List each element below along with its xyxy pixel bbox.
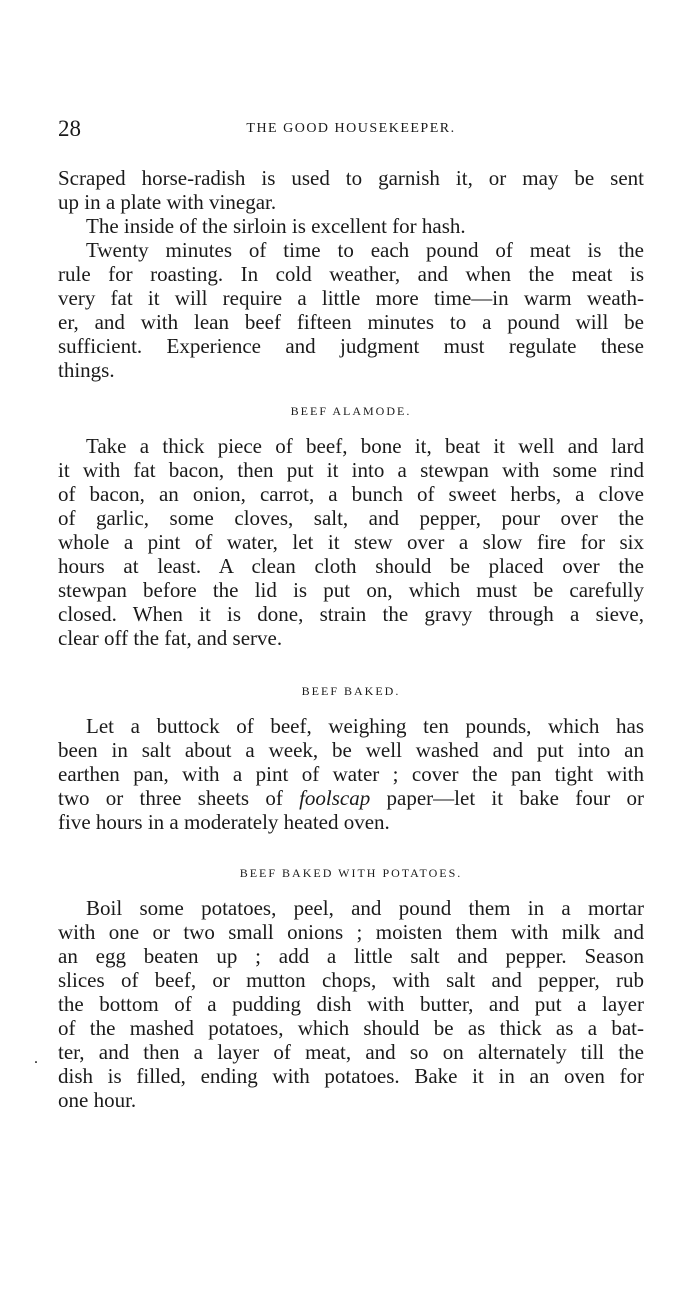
text-line: the bottom of a pudding dish with butter, and put a layer	[58, 992, 644, 1016]
text-line: whole a pint of water, let it stew over a slow fire for six	[58, 530, 644, 554]
text-line: very fat it will require a little more time—in warm weath-	[58, 286, 644, 310]
text-line: Boil some potatoes, peel, and pound them in a mortar	[86, 896, 644, 920]
text-line: an egg beaten up ; add a little salt and pepper. Season	[58, 944, 644, 968]
text-line: clear off the fat, and serve.	[58, 626, 283, 650]
text-line: one hour.	[58, 1088, 137, 1112]
text-line: Twenty minutes of time to each pound of meat is the	[86, 238, 644, 262]
text-line: of bacon, an onion, carrot, a bunch of sweet herbs, a clove	[58, 482, 644, 506]
text-line: it with fat bacon, then put it into a stewpan with some rind	[58, 458, 644, 482]
text-line: been in salt about a week, be well washed and put into an	[58, 738, 644, 762]
text-line: Let a buttock of beef, weighing ten pounds, which has	[86, 714, 644, 738]
text-line: hours at least. A clean cloth should be placed over the	[58, 554, 644, 578]
text-line: Take a thick piece of beef, bone it, beat it well and lard	[86, 434, 644, 458]
stray-mark: .	[34, 1050, 38, 1067]
text-span: two or three sheets of	[58, 786, 300, 810]
text-line: things.	[58, 358, 115, 382]
text-line: Scraped horse-radish is used to garnish it, or may be sent	[58, 166, 644, 190]
text-line: of the mashed potatoes, which should be as thick as a bat-	[58, 1016, 644, 1040]
text-line: of garlic, some cloves, salt, and pepper, pour over the	[58, 506, 644, 530]
running-head	[58, 116, 644, 146]
text-line: The inside of the sirloin is excellent for hash.	[86, 214, 466, 238]
text-line: earthen pan, with a pint of water ; cover the pan tight with	[58, 762, 644, 786]
text-line: up in a plate with vinegar.	[58, 190, 277, 214]
text-span: paper—let it bake four or	[370, 786, 644, 810]
section-heading: BEEF ALAMODE.	[290, 404, 412, 418]
text-line: five hours in a moderately heated oven.	[58, 810, 390, 834]
text-line: closed. When it is done, strain the gravy through a sieve,	[58, 602, 644, 626]
text-line: slices of beef, or mutton chops, with salt and pepper, rub	[58, 968, 644, 992]
text-line: dish is filled, ending with potatoes. Bake it in an oven for	[58, 1064, 644, 1088]
page-number: 28	[58, 116, 81, 141]
running-title: THE GOOD HOUSEKEEPER.	[246, 121, 456, 136]
text-line: ter, and then a layer of meat, and so on alternately till the	[58, 1040, 644, 1064]
text-line: with one or two small onions ; moisten them with milk and	[58, 920, 644, 944]
text-line: sufficient. Experience and judgment must regulate these	[58, 334, 644, 358]
text-line: stewpan before the lid is put on, which must be carefully	[58, 578, 644, 602]
section-heading: BEEF BAKED WITH POTATOES.	[239, 866, 463, 880]
text-line: er, and with lean beef fifteen minutes to a pound will be	[58, 310, 644, 334]
text-line	[58, 786, 644, 810]
section-heading: BEEF BAKED.	[301, 684, 401, 698]
text-line: rule for roasting. In cold weather, and when the meat is	[58, 262, 644, 286]
italic-word: foolscap	[299, 786, 371, 810]
